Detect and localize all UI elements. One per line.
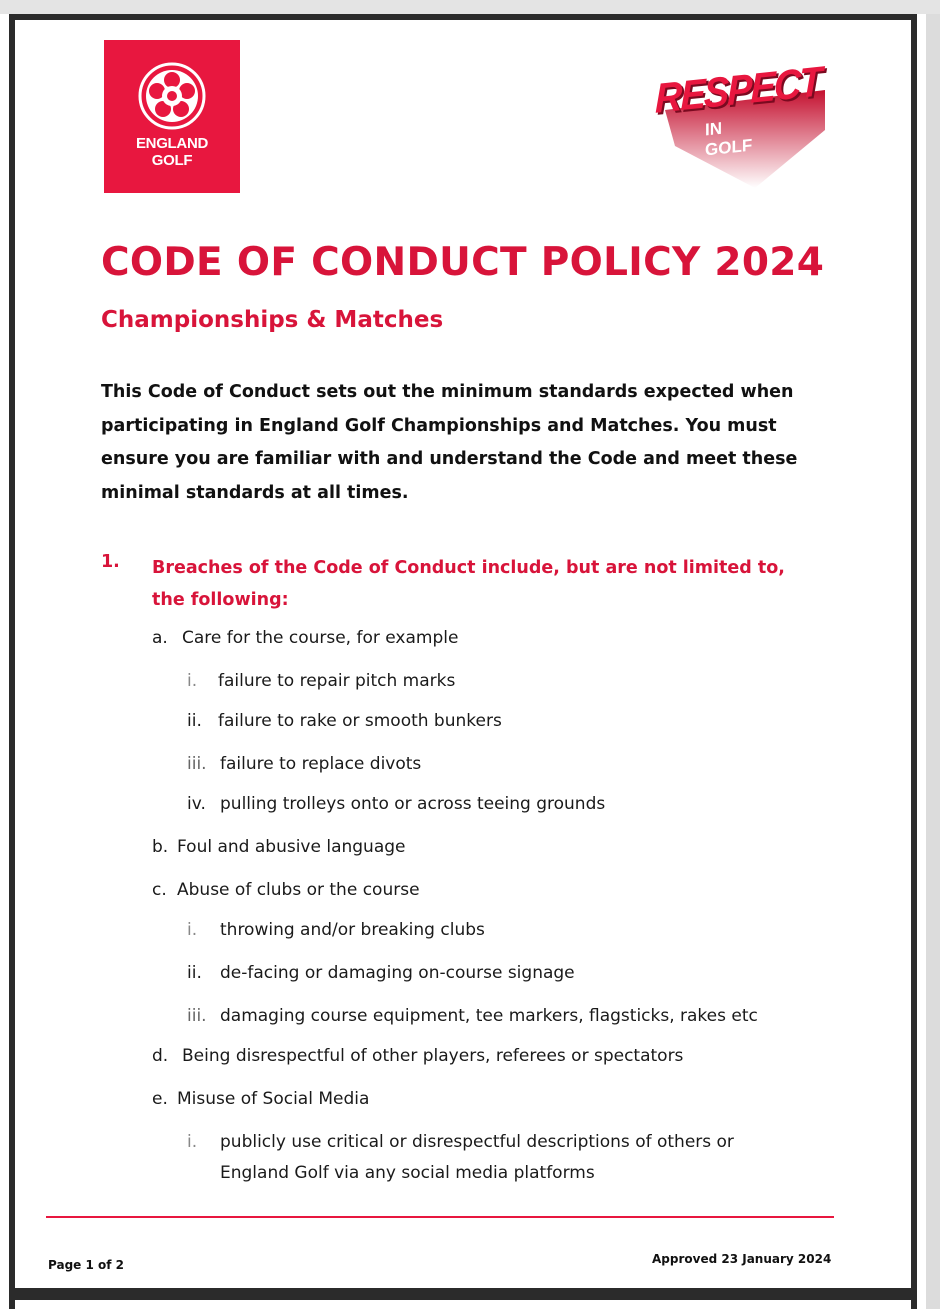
intro-line: ensure you are familiar with and understand the Code and meet these [101, 449, 798, 469]
rose-emblem-icon [138, 62, 206, 130]
list-marker: c. [152, 880, 167, 900]
list-item: Foul and abusive language [177, 837, 406, 857]
list-item: Care for the course, for example [182, 628, 459, 648]
list-item: damaging course equipment, tee markers, flagsticks, rakes etc [220, 1006, 758, 1026]
list-marker: i. [187, 920, 198, 940]
section-heading [152, 552, 832, 616]
list-item: publicly use critical or disrespectful descriptions of others or [220, 1132, 734, 1152]
list-item: failure to repair pitch marks [218, 671, 456, 691]
list-marker: i. [187, 671, 198, 691]
page-title: CODE OF CONDUCT POLICY 2024 [101, 240, 825, 285]
list-marker: iv. [187, 794, 206, 814]
list-marker: a. [152, 628, 168, 648]
list-item: throwing and/or breaking clubs [220, 920, 485, 940]
list-marker: iii. [187, 1006, 207, 1026]
list-item: failure to replace divots [220, 754, 422, 774]
list-marker: e. [152, 1089, 168, 1109]
viewer-scrollbar[interactable] [926, 14, 940, 1309]
list-item: pulling trolleys onto or across teeing grounds [220, 794, 606, 814]
page-subtitle: Championships & Matches [101, 307, 444, 333]
england-golf-logo [104, 40, 240, 193]
intro-line: participating in England Golf Championships and Matches. You must [101, 415, 777, 436]
england-golf-wordmark [104, 135, 240, 169]
page-number: Page 1 of 2 [48, 1258, 124, 1272]
viewer-top-strip [0, 0, 940, 14]
list-item: Being disrespectful of other players, referees or spectators [182, 1046, 684, 1066]
section-heading-line: Breaches of the Code of Conduct include, but are not limited to, [152, 558, 785, 578]
logo-line-2: GOLF [151, 152, 193, 169]
section-number: 1. [101, 552, 120, 572]
list-item: Misuse of Social Media [177, 1089, 370, 1109]
document-page [9, 14, 917, 1294]
intro-line: minimal standards at all times. [101, 482, 409, 503]
next-page-edge [9, 1294, 917, 1309]
respect-word: RESPECT [655, 59, 821, 123]
approval-date: Approved 23 January 2024 [652, 1252, 832, 1266]
list-item-continuation: England Golf via any social media platforms [220, 1163, 595, 1183]
list-marker: d. [152, 1046, 169, 1066]
footer-rule [46, 1216, 834, 1218]
list-marker: i. [187, 1132, 198, 1152]
list-item: Abuse of clubs or the course [177, 880, 420, 900]
intro-paragraph [101, 376, 831, 510]
list-marker: ii. [187, 711, 202, 731]
logo-line-1: ENGLAND [135, 135, 209, 152]
in-golf-word: IN GOLF [705, 118, 753, 160]
list-marker: ii. [187, 963, 202, 983]
list-item: de-facing or damaging on-course signage [220, 963, 575, 983]
list-item: failure to rake or smooth bunkers [218, 711, 502, 731]
list-marker: b. [152, 837, 169, 857]
intro-line: This Code of Conduct sets out the minimum standards expected when [101, 382, 794, 402]
section-heading-line: the following: [152, 590, 289, 610]
list-marker: iii. [187, 754, 207, 774]
